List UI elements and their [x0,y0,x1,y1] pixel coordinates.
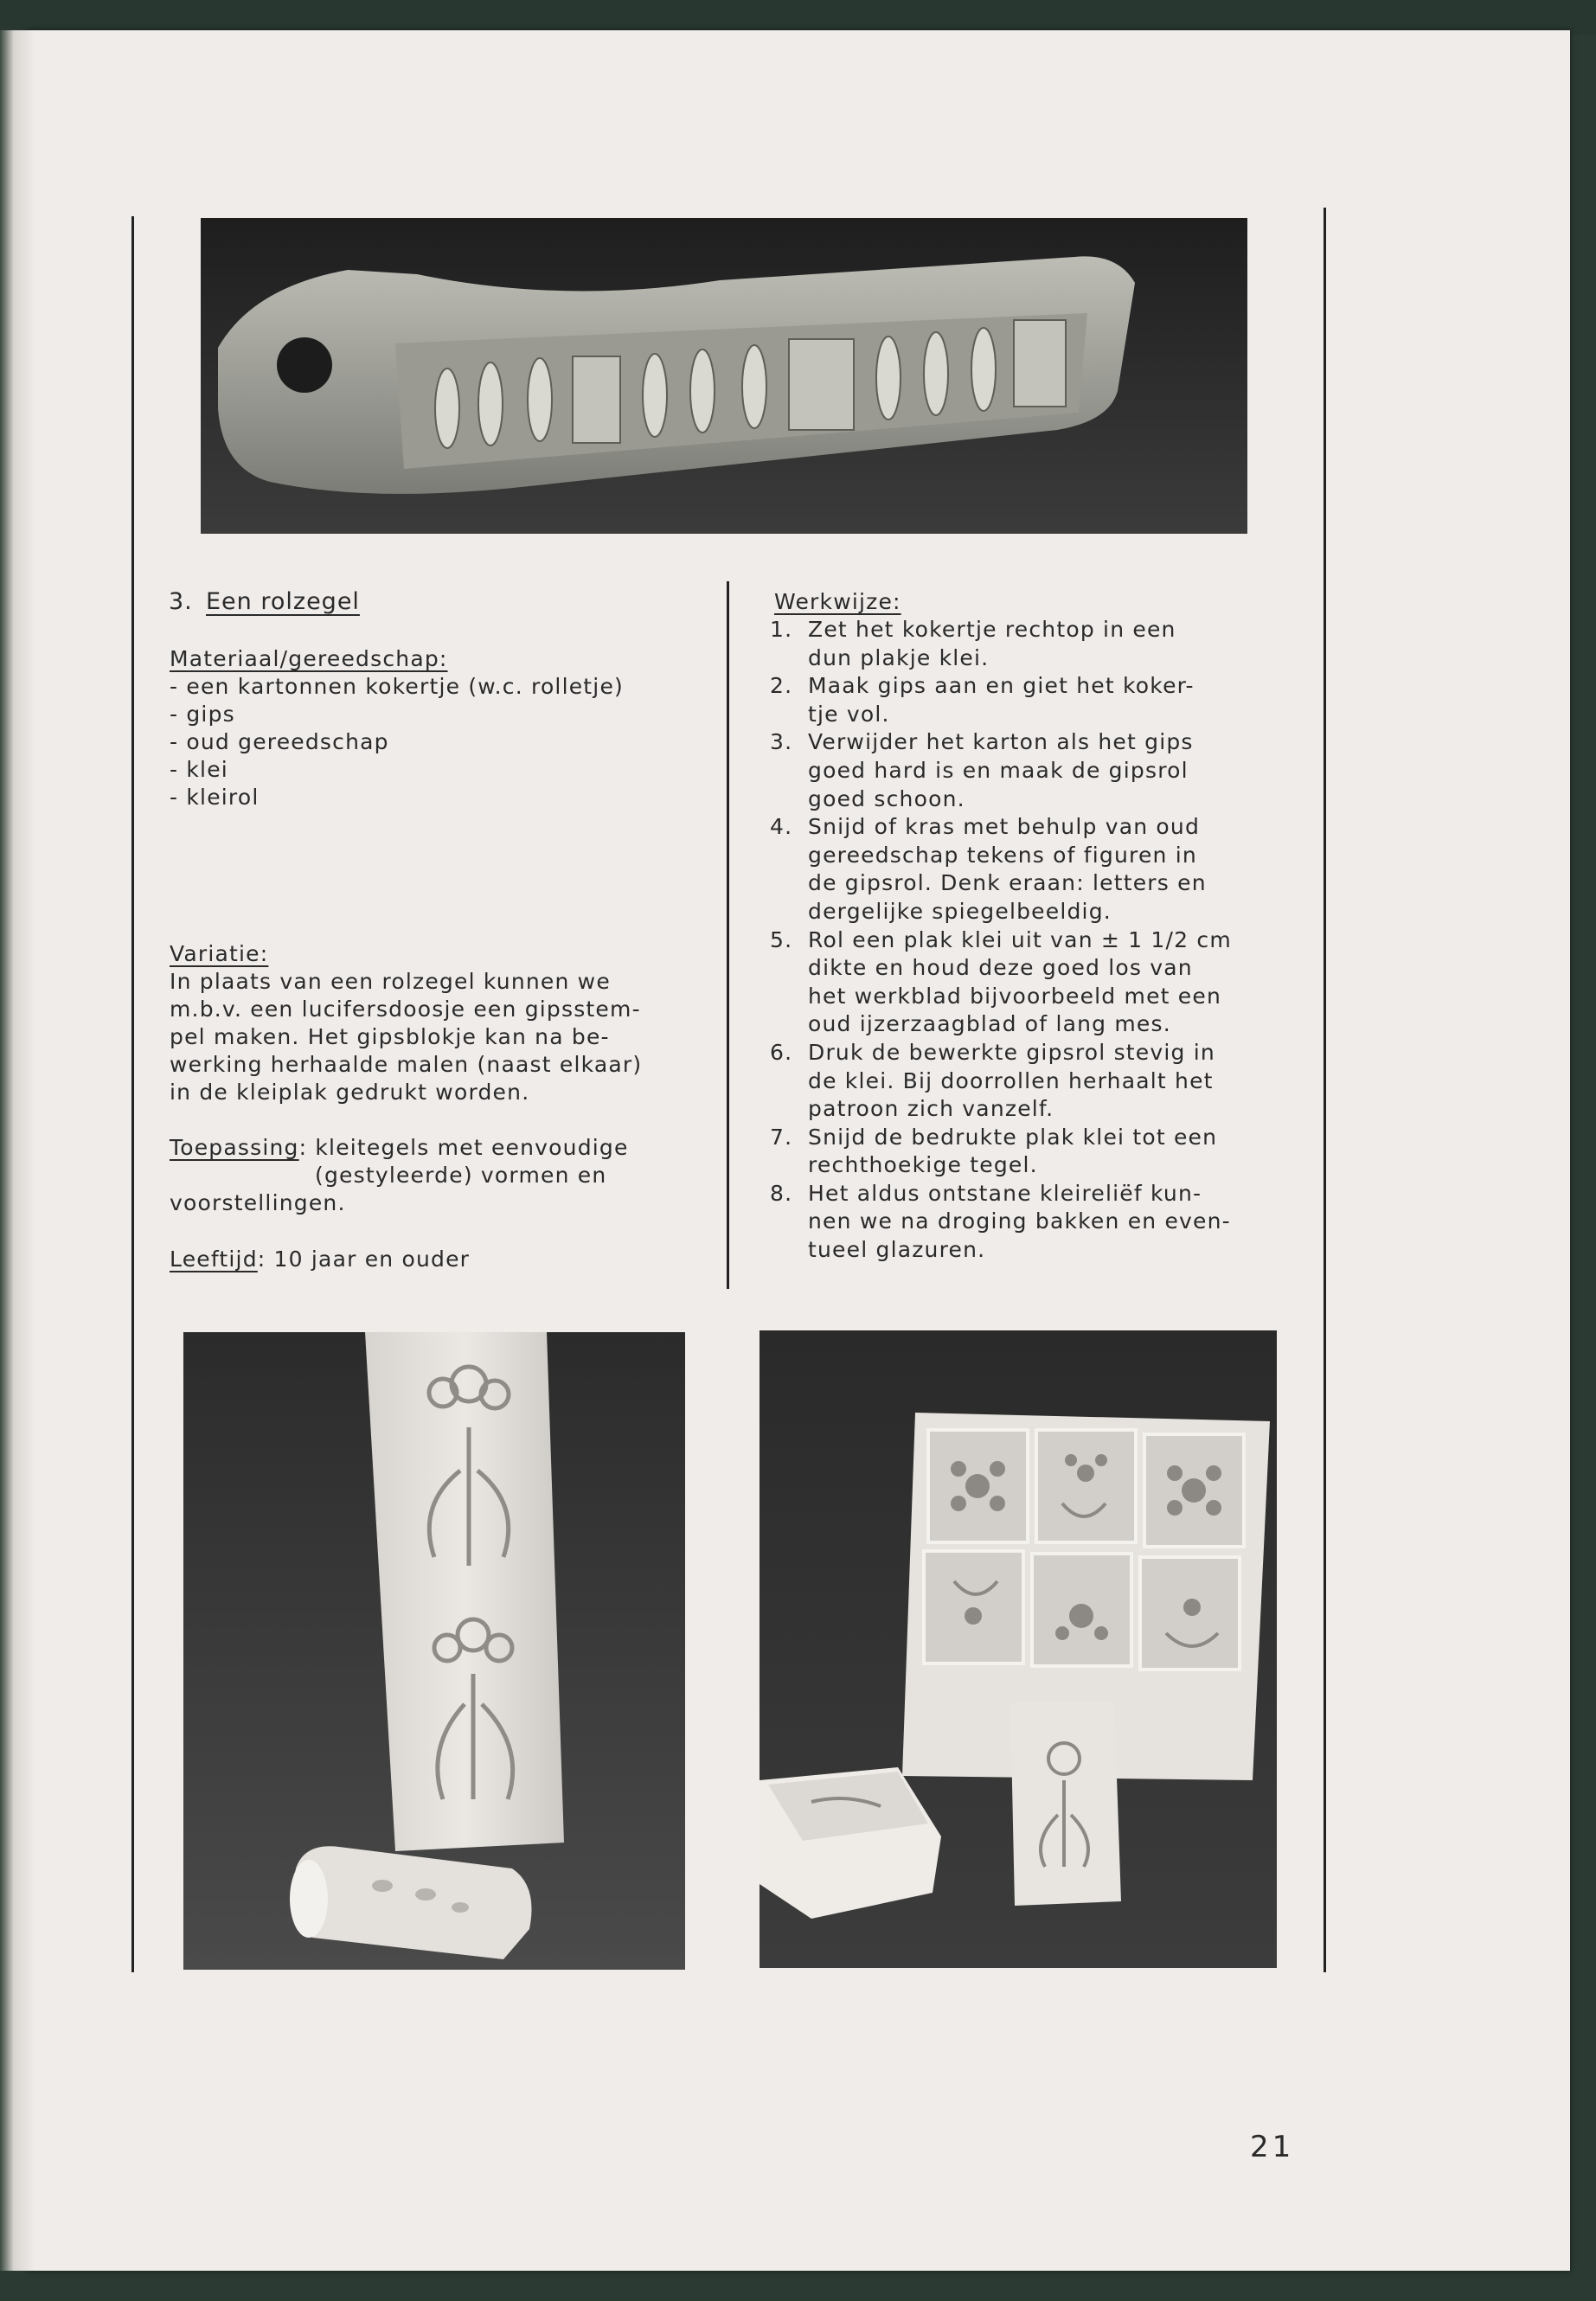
material-item: - oud gereedschap [170,729,389,754]
variation-line: in de kleiplak gedrukt worden. [170,1080,530,1105]
age-block [170,1246,470,1273]
method-steps [770,616,1232,1265]
step-1: 1. Zet het kokertje rechtop in een dun plakje klei. [770,617,1176,670]
variation-line: m.b.v. een lucifersdoosje een gipsstem- [170,997,641,1022]
materials-heading: Materiaal/gereedschap: [170,646,448,671]
application-text-2: (gestyleerde) vormen en [315,1163,607,1188]
page-number: 21 [1250,2130,1295,2164]
age-value: : 10 jaar en ouder [257,1247,471,1272]
step-4: 4. Snijd of kras met behulp van oud gereedschap tekens of figuren in de gipsrol. Denk eraan: letters en dergelijke spiegelbeeldig. [770,814,1207,924]
variation-block [170,940,642,1106]
photo-cylinder-seal-impression [201,218,1247,534]
variation-heading: Variatie: [170,941,269,966]
material-item: - gips [170,702,235,727]
material-item: - een kartonnen kokertje (w.c. rolletje) [170,674,624,699]
age-label: Leeftijd [170,1247,258,1272]
material-item: - klei [170,757,228,782]
photo-relief-tiles-with-stamp [760,1330,1277,1968]
step-5: 5. Rol een plak klei uit van ± 1 1/2 cm dikte en houd deze goed los van het werkblad bijvoorbeeld met een oud ijzerzaagblad of lang mes. [770,926,1232,1037]
section-title: Een rolzegel [206,588,360,615]
backdrop [0,0,1596,35]
step-7: 7. Snijd de bedrukte plak klei tot een rechthoekige tegel. [770,1124,1218,1178]
step-8: 8. Het aldus ontstane kleireliëf kun- nen we na droging bakken en even- tueel glazuren. [770,1180,1231,1263]
step-2: 2. Maak gips aan en giet het koker- tje vol. [770,673,1195,727]
photo-clay-strip-with-roller [183,1332,685,1970]
variation-line: werking herhaalde malen (naast elkaar) [170,1052,643,1077]
variation-line: In plaats van een rolzegel kunnen we [170,969,611,994]
application-block [170,1134,629,1217]
materials-block [170,645,624,811]
application-text-3: voorstellingen. [170,1190,346,1215]
material-item: - kleirol [170,785,260,810]
left-rule [131,216,134,1972]
step-6: 6. Druk de bewerkte gipsrol stevig in de klei. Bij doorrollen herhaalt het patroon zich vanzelf. [770,1039,1215,1122]
application-text: : kleitegels met eenvoudige [298,1135,629,1160]
right-rule [1324,208,1326,1972]
section-number: 3. [169,588,193,615]
application-label: Toepassing [170,1135,299,1160]
center-rule [727,581,729,1289]
step-3: 3. Verwijder het karton als het gips goed hard is en maak de gipsrol goed schoon. [770,729,1194,811]
page-binding [0,30,35,2271]
method-heading: Werkwijze: [774,589,901,614]
variation-line: pel maken. Het gipsblokje kan na be- [170,1024,610,1049]
